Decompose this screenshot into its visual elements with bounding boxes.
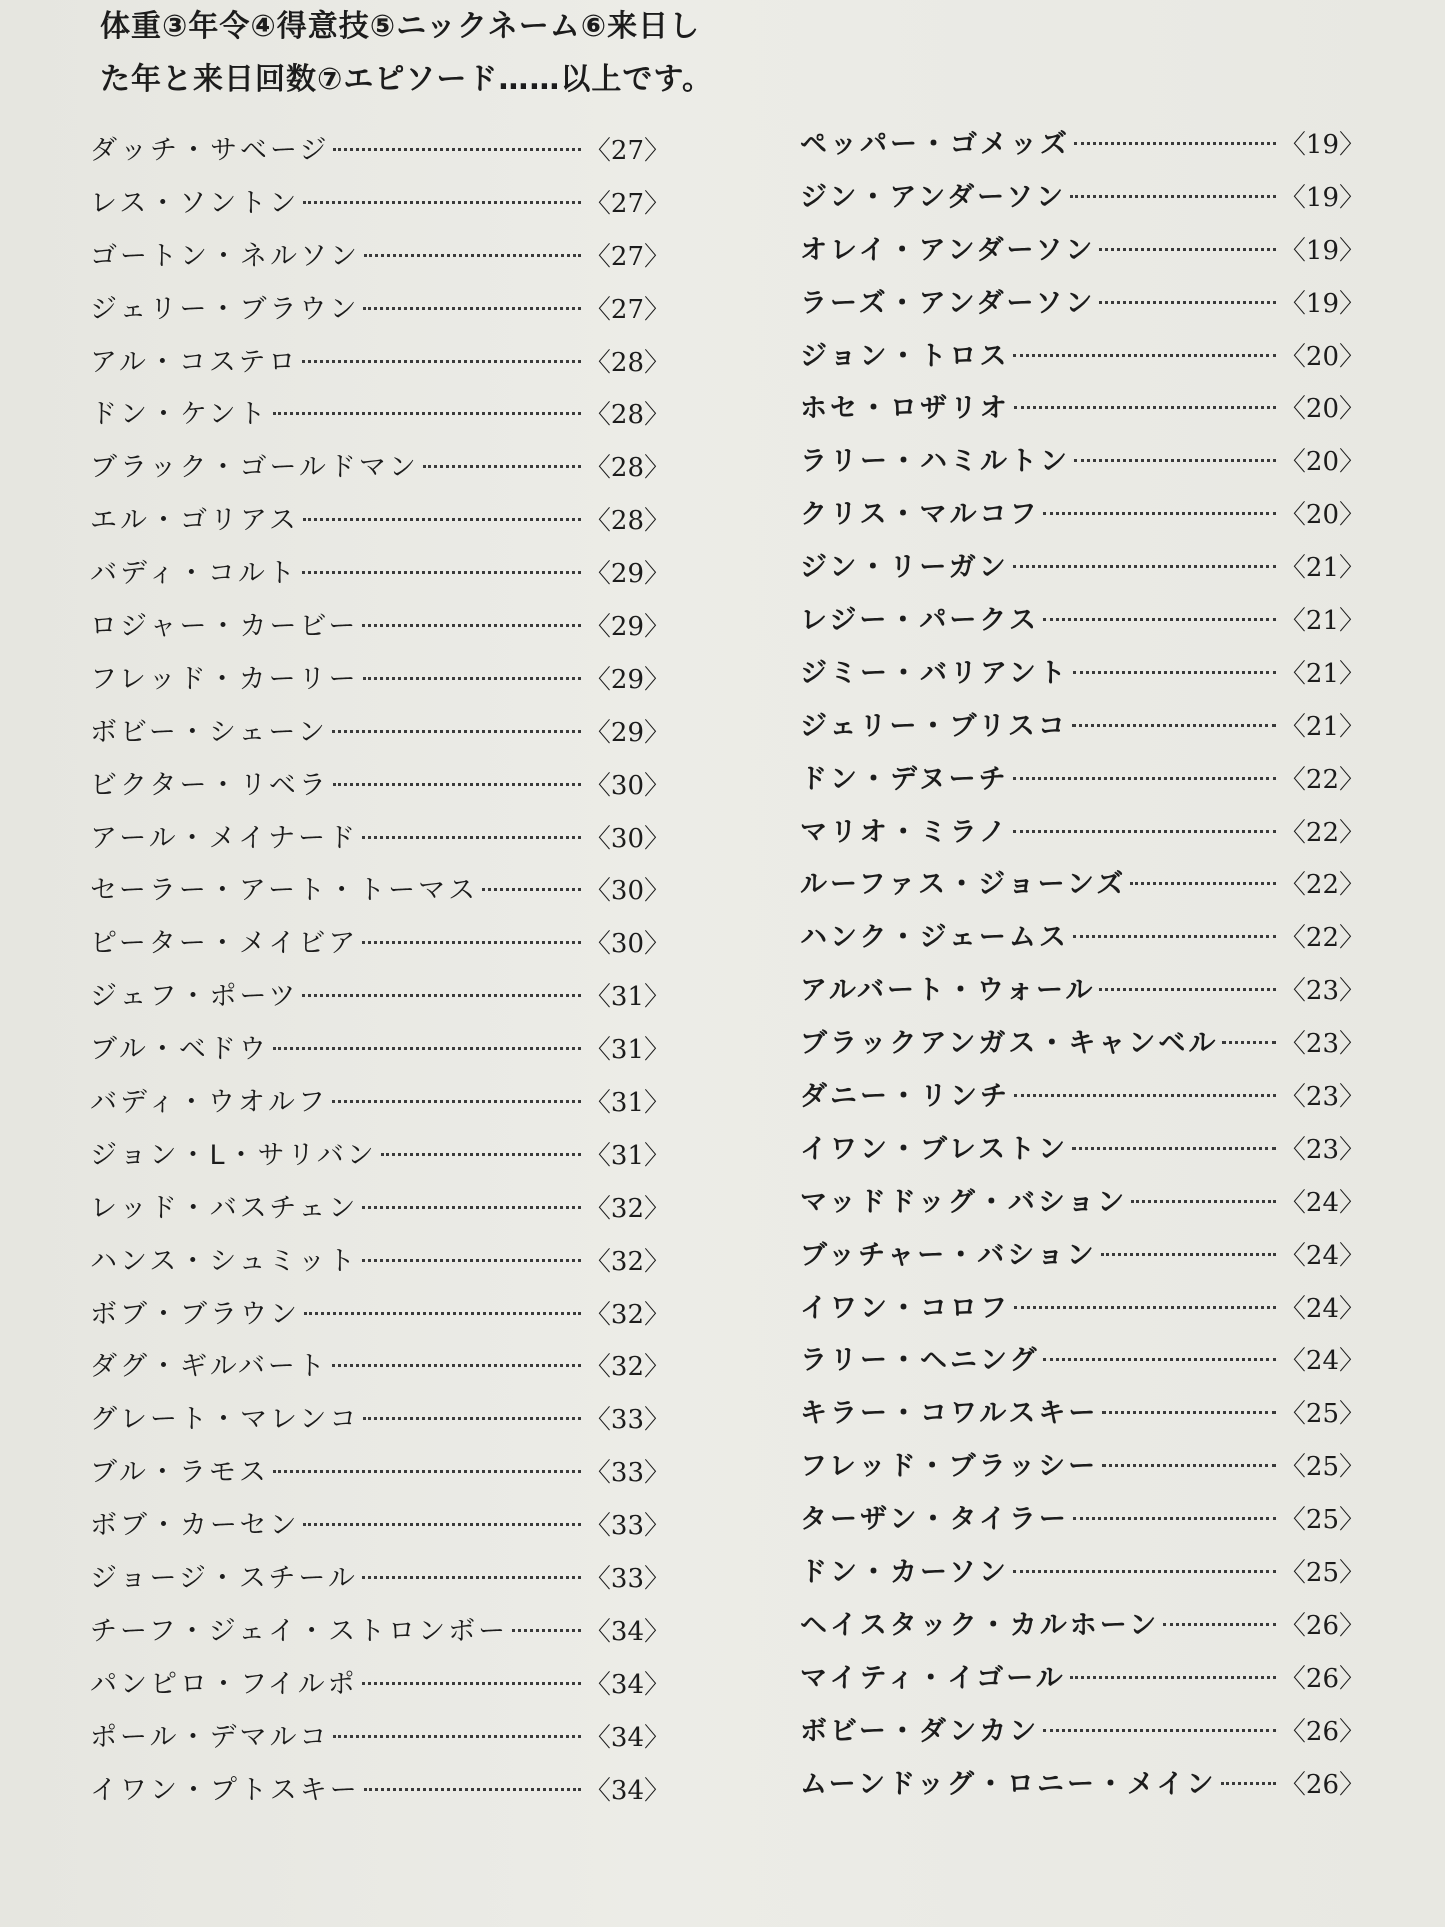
page-number: 〈27〉 bbox=[584, 136, 670, 166]
page-number: 〈28〉 bbox=[584, 400, 670, 431]
wrestler-name: ゴートン・ネルソン bbox=[90, 240, 360, 272]
wrestler-name: ブラック・ゴールドマン bbox=[90, 452, 419, 484]
wrestler-name: ヘイスタック・カルホーン bbox=[800, 1609, 1160, 1641]
wrestler-name: イワン・プトスキー bbox=[90, 1774, 360, 1806]
index-entry bbox=[90, 128, 670, 181]
index-entry bbox=[800, 651, 1365, 704]
dot-leader bbox=[1013, 1570, 1276, 1573]
index-entry bbox=[90, 763, 670, 816]
index-entry bbox=[90, 445, 670, 498]
dot-leader bbox=[1099, 248, 1275, 251]
dot-leader bbox=[381, 1153, 581, 1156]
page-number: 〈26〉 bbox=[1279, 1769, 1365, 1800]
index-entry bbox=[90, 657, 670, 710]
index-entry bbox=[800, 1074, 1365, 1127]
index-entry bbox=[90, 1080, 670, 1133]
page-number: 〈31〉 bbox=[584, 1140, 670, 1171]
index-entry bbox=[800, 386, 1365, 439]
wrestler-name: ボブ・ブラウン bbox=[90, 1298, 300, 1330]
index-entry bbox=[800, 1391, 1365, 1444]
page-number: 〈21〉 bbox=[1279, 658, 1365, 689]
dot-leader bbox=[1070, 195, 1276, 198]
dot-leader bbox=[303, 201, 581, 204]
index-entry bbox=[90, 181, 670, 234]
page-number: 〈26〉 bbox=[1279, 1716, 1365, 1747]
dot-leader bbox=[364, 254, 581, 257]
wrestler-name: ドン・カーソン bbox=[800, 1557, 1009, 1589]
page-number: 〈24〉 bbox=[1279, 1346, 1365, 1377]
dot-leader bbox=[1101, 1253, 1276, 1256]
dot-leader bbox=[333, 783, 581, 786]
index-entry bbox=[90, 1027, 670, 1080]
intro-line-1: 体重③年令④得意技⑤ニックネーム⑥来日し bbox=[100, 9, 701, 44]
right-index-column bbox=[800, 122, 1365, 1815]
index-entry bbox=[90, 1609, 670, 1662]
page-number: 〈22〉 bbox=[1279, 817, 1365, 848]
wrestler-name: レジー・パークス bbox=[800, 605, 1040, 637]
page-number: 〈22〉 bbox=[1279, 923, 1365, 954]
wrestler-name: ボビー・シェーン bbox=[90, 716, 328, 748]
index-entry bbox=[800, 1709, 1365, 1762]
dot-leader bbox=[1043, 1358, 1275, 1361]
wrestler-name: クリス・マルコフ bbox=[800, 499, 1040, 531]
index-entry bbox=[800, 281, 1365, 334]
index-entry bbox=[800, 968, 1365, 1021]
page-number: 〈30〉 bbox=[584, 929, 670, 960]
index-entry bbox=[800, 228, 1365, 281]
dot-leader bbox=[1073, 1517, 1276, 1520]
page-number: 〈32〉 bbox=[584, 1193, 670, 1224]
wrestler-name: バディ・コルト bbox=[90, 558, 298, 590]
dot-leader bbox=[1074, 459, 1276, 462]
index-entry bbox=[800, 598, 1365, 651]
dot-leader bbox=[1072, 1147, 1276, 1150]
wrestler-name: レッド・バスチェン bbox=[90, 1192, 359, 1224]
index-entry bbox=[90, 816, 670, 869]
index-entry bbox=[800, 810, 1365, 863]
dot-leader bbox=[333, 148, 580, 151]
dot-leader bbox=[1131, 1200, 1276, 1203]
page-number: 〈33〉 bbox=[584, 1564, 670, 1595]
page-number: 〈28〉 bbox=[584, 453, 670, 484]
wrestler-name: ムーンドッグ・ロニー・メイン bbox=[800, 1768, 1217, 1800]
page-number: 〈20〉 bbox=[1279, 500, 1365, 531]
wrestler-name: フレッド・カーリー bbox=[90, 663, 359, 695]
dot-leader bbox=[1073, 671, 1276, 674]
dot-leader bbox=[302, 360, 581, 363]
wrestler-name: ブラックアンガス・キャンベル bbox=[800, 1028, 1219, 1060]
wrestler-name: フレッド・ブラッシー bbox=[800, 1451, 1099, 1483]
page-number: 〈28〉 bbox=[584, 506, 670, 537]
index-entry bbox=[90, 1450, 670, 1503]
page-number: 〈34〉 bbox=[584, 1775, 670, 1806]
page-number: 〈32〉 bbox=[584, 1352, 670, 1383]
page-number: 〈26〉 bbox=[1279, 1610, 1365, 1641]
wrestler-name: ハンク・ジェームス bbox=[800, 922, 1069, 954]
dot-leader bbox=[363, 307, 580, 310]
wrestler-name: セーラー・アート・トーマス bbox=[90, 875, 479, 907]
wrestler-name: アール・メイナード bbox=[90, 822, 359, 854]
index-entry bbox=[800, 915, 1365, 968]
page-number: 〈23〉 bbox=[1279, 1029, 1365, 1060]
index-entry bbox=[800, 1127, 1365, 1180]
page-number: 〈29〉 bbox=[584, 559, 670, 590]
index-entry bbox=[90, 1186, 670, 1239]
page-number: 〈29〉 bbox=[584, 612, 670, 643]
wrestler-name: ラーズ・アンダーソン bbox=[800, 287, 1096, 319]
index-entry bbox=[800, 1444, 1365, 1497]
dot-leader bbox=[512, 1629, 581, 1632]
dot-leader bbox=[332, 730, 581, 733]
page-number: 〈27〉 bbox=[584, 294, 670, 325]
wrestler-name: ブッチャー・バション bbox=[800, 1239, 1097, 1271]
wrestler-name: ドン・デヌーチ bbox=[800, 763, 1009, 795]
index-entry bbox=[90, 1556, 670, 1609]
page-number: 〈22〉 bbox=[1279, 764, 1365, 795]
page-number: 〈29〉 bbox=[584, 664, 670, 695]
index-entry bbox=[800, 334, 1365, 387]
wrestler-name: マリオ・ミラノ bbox=[800, 816, 1009, 848]
page-number: 〈25〉 bbox=[1279, 1505, 1365, 1536]
index-entry bbox=[90, 392, 670, 445]
wrestler-name: イワン・ブレストン bbox=[800, 1133, 1069, 1165]
dot-leader bbox=[482, 888, 581, 891]
page-number: 〈25〉 bbox=[1279, 1399, 1365, 1430]
index-entry bbox=[800, 492, 1365, 545]
dot-leader bbox=[1014, 406, 1276, 409]
wrestler-name: ジョン・トロス bbox=[800, 340, 1010, 372]
page-number: 〈34〉 bbox=[584, 1669, 670, 1700]
dot-leader bbox=[1070, 1676, 1276, 1679]
wrestler-name: オレイ・アンダーソン bbox=[800, 234, 1096, 266]
wrestler-name: アルバート・ウォール bbox=[800, 975, 1096, 1007]
wrestler-name: ロジャー・カービー bbox=[90, 611, 359, 643]
index-entry bbox=[800, 1180, 1365, 1233]
index-entry bbox=[800, 1550, 1365, 1603]
dot-leader bbox=[1130, 882, 1276, 885]
page-number: 〈19〉 bbox=[1279, 130, 1365, 160]
dot-leader bbox=[1013, 830, 1276, 833]
page-number: 〈25〉 bbox=[1279, 1558, 1365, 1589]
page-number: 〈33〉 bbox=[584, 1511, 670, 1542]
page-number: 〈21〉 bbox=[1279, 553, 1365, 584]
index-entry bbox=[90, 868, 670, 921]
index-entry bbox=[800, 862, 1365, 915]
index-entry bbox=[800, 1021, 1365, 1074]
wrestler-name: ジョージ・スチール bbox=[90, 1563, 358, 1595]
index-entry bbox=[90, 1768, 670, 1821]
page-number: 〈30〉 bbox=[584, 770, 670, 801]
page-number: 〈21〉 bbox=[1279, 711, 1365, 742]
dot-leader bbox=[303, 518, 581, 521]
wrestler-name: ダッチ・サベージ bbox=[90, 135, 330, 166]
index-entry bbox=[90, 1344, 670, 1397]
page-number: 〈24〉 bbox=[1279, 1293, 1365, 1324]
wrestler-name: ジン・リーガン bbox=[800, 552, 1009, 584]
dot-leader bbox=[1013, 777, 1276, 780]
page-number: 〈22〉 bbox=[1279, 870, 1365, 901]
index-entry bbox=[90, 1239, 670, 1292]
dot-leader bbox=[1013, 565, 1276, 568]
index-entry bbox=[800, 1497, 1365, 1550]
wrestler-name: ブル・ラモス bbox=[90, 1457, 269, 1489]
wrestler-name: ラリー・ヘニング bbox=[800, 1345, 1040, 1377]
index-entry bbox=[800, 439, 1365, 492]
index-entry bbox=[800, 704, 1365, 757]
index-entry bbox=[800, 757, 1365, 810]
dot-leader bbox=[364, 1788, 581, 1791]
index-entry bbox=[90, 1133, 670, 1186]
wrestler-name: ジン・アンダーソン bbox=[800, 181, 1067, 213]
page-number: 〈20〉 bbox=[1279, 447, 1365, 478]
page-number: 〈34〉 bbox=[584, 1722, 670, 1753]
wrestler-name: マイティ・イゴール bbox=[800, 1662, 1066, 1694]
wrestler-name: チーフ・ジェイ・ストロンボー bbox=[90, 1615, 509, 1647]
index-entry bbox=[90, 710, 670, 763]
wrestler-name: パンピロ・フイルポ bbox=[90, 1668, 358, 1700]
wrestler-name: ブル・ベドウ bbox=[90, 1034, 269, 1066]
dot-leader bbox=[273, 1047, 581, 1050]
page-number: 〈19〉 bbox=[1279, 182, 1365, 213]
dot-leader bbox=[333, 1735, 580, 1738]
page-number: 〈26〉 bbox=[1279, 1663, 1365, 1694]
wrestler-name: ジェリー・ブラウン bbox=[90, 293, 360, 325]
dot-leader bbox=[1221, 1782, 1276, 1785]
page-number: 〈27〉 bbox=[584, 188, 670, 219]
dot-leader bbox=[362, 1576, 581, 1579]
dot-leader bbox=[1013, 354, 1275, 357]
intro-line-2: た年と来日回数⑦エピソード……以上です。 bbox=[100, 62, 713, 97]
page-number: 〈27〉 bbox=[584, 241, 670, 272]
wrestler-name: ルーファス・ジョーンズ bbox=[800, 869, 1127, 901]
page-number: 〈21〉 bbox=[1279, 606, 1365, 637]
dot-leader bbox=[1072, 724, 1276, 727]
dot-leader bbox=[363, 1417, 581, 1420]
page-number: 〈20〉 bbox=[1279, 394, 1365, 425]
wrestler-name: ターザン・タイラー bbox=[800, 1504, 1069, 1536]
wrestler-name: エル・ゴリアス bbox=[90, 505, 299, 537]
dot-leader bbox=[1099, 301, 1275, 304]
dot-leader bbox=[362, 1682, 581, 1685]
wrestler-name: ジェフ・ポーツ bbox=[90, 981, 299, 1013]
wrestler-name: ジミー・バリアント bbox=[800, 657, 1069, 689]
index-entry bbox=[800, 1286, 1365, 1339]
dot-leader bbox=[362, 1259, 581, 1262]
wrestler-name: ラリー・ハミルトン bbox=[800, 446, 1070, 478]
index-entry bbox=[800, 1656, 1365, 1709]
index-entry bbox=[90, 1715, 670, 1768]
index-entry bbox=[90, 498, 670, 551]
dot-leader bbox=[1222, 1041, 1276, 1044]
dot-leader bbox=[362, 624, 581, 627]
dot-leader bbox=[1043, 618, 1276, 621]
dot-leader bbox=[1014, 1094, 1276, 1097]
page-number: 〈30〉 bbox=[584, 876, 670, 907]
index-entry bbox=[90, 1397, 670, 1450]
wrestler-name: ボブ・カーセン bbox=[90, 1510, 300, 1542]
dot-leader bbox=[332, 1364, 581, 1367]
wrestler-name: グレート・マレンコ bbox=[90, 1404, 360, 1436]
wrestler-name: ポール・デマルコ bbox=[90, 1721, 330, 1753]
dot-leader bbox=[303, 1523, 580, 1526]
page-number: 〈23〉 bbox=[1279, 1134, 1365, 1165]
index-entry bbox=[800, 545, 1365, 598]
dot-leader bbox=[1073, 935, 1276, 938]
dot-leader bbox=[302, 571, 581, 574]
index-entry bbox=[800, 175, 1365, 228]
dot-leader bbox=[1043, 1729, 1276, 1732]
wrestler-name: ハンス・シュミット bbox=[90, 1245, 359, 1277]
dot-leader bbox=[302, 994, 581, 997]
dot-leader bbox=[273, 1470, 581, 1473]
wrestler-name: ジョン・L・サリバン bbox=[90, 1139, 377, 1171]
left-index-column bbox=[90, 128, 670, 1821]
dot-leader bbox=[1163, 1623, 1276, 1626]
index-entry bbox=[800, 1338, 1365, 1391]
wrestler-name: ピーター・メイビア bbox=[90, 928, 359, 960]
index-entry bbox=[90, 551, 670, 604]
wrestler-name: ジェリー・ブリスコ bbox=[800, 710, 1068, 742]
dot-leader bbox=[1102, 1464, 1276, 1467]
dot-leader bbox=[362, 836, 581, 839]
dot-leader bbox=[1014, 1306, 1276, 1309]
index-entry bbox=[90, 1503, 670, 1556]
index-entry bbox=[90, 604, 670, 657]
dot-leader bbox=[332, 1100, 581, 1103]
wrestler-name: イワン・コロフ bbox=[800, 1292, 1010, 1324]
wrestler-name: アル・コステロ bbox=[90, 346, 299, 378]
page-number: 〈20〉 bbox=[1279, 341, 1365, 372]
wrestler-name: バディ・ウオルフ bbox=[90, 1087, 328, 1119]
wrestler-name: ボビー・ダンカン bbox=[800, 1715, 1040, 1747]
index-entry bbox=[800, 1233, 1365, 1286]
page-number: 〈23〉 bbox=[1279, 1082, 1365, 1113]
wrestler-name: キラー・コワルスキー bbox=[800, 1398, 1099, 1430]
page-number: 〈31〉 bbox=[584, 1035, 670, 1066]
page-number: 〈31〉 bbox=[584, 1088, 670, 1119]
wrestler-name: ダグ・ギルバート bbox=[90, 1351, 328, 1383]
index-entry bbox=[90, 1662, 670, 1715]
page-number: 〈19〉 bbox=[1279, 235, 1365, 266]
index-entry bbox=[90, 1292, 670, 1345]
wrestler-name: レス・ソントン bbox=[90, 187, 300, 219]
dot-leader bbox=[304, 1312, 581, 1315]
page-number: 〈28〉 bbox=[584, 347, 670, 378]
dot-leader bbox=[362, 941, 581, 944]
index-entry bbox=[90, 974, 670, 1027]
index-entry bbox=[800, 1603, 1365, 1656]
wrestler-name: ビクター・リベラ bbox=[90, 769, 329, 801]
page-number: 〈32〉 bbox=[584, 1246, 670, 1277]
page-number: 〈23〉 bbox=[1279, 976, 1365, 1007]
index-entry bbox=[90, 234, 670, 287]
wrestler-name: ペッパー・ゴメッズ bbox=[800, 129, 1070, 160]
intro-text bbox=[100, 0, 860, 106]
dot-leader bbox=[1099, 988, 1275, 991]
index-entry bbox=[90, 340, 670, 393]
page-number: 〈25〉 bbox=[1279, 1452, 1365, 1483]
page-number: 〈24〉 bbox=[1279, 1240, 1365, 1271]
page-number: 〈29〉 bbox=[584, 717, 670, 748]
dot-leader bbox=[363, 677, 581, 680]
index-entry bbox=[90, 287, 670, 340]
index-entry bbox=[800, 122, 1365, 175]
page-number: 〈30〉 bbox=[584, 823, 670, 854]
dot-leader bbox=[1074, 142, 1276, 145]
page-number: 〈19〉 bbox=[1279, 288, 1365, 319]
page-number: 〈32〉 bbox=[584, 1299, 670, 1330]
index-entry bbox=[800, 1762, 1365, 1815]
wrestler-name: ダニー・リンチ bbox=[800, 1081, 1010, 1113]
wrestler-name: ドン・ケント bbox=[90, 399, 269, 431]
dot-leader bbox=[362, 1206, 581, 1209]
page-number: 〈33〉 bbox=[584, 1458, 670, 1489]
wrestler-name: マッドドッグ・バション bbox=[800, 1186, 1128, 1218]
wrestler-name: ホセ・ロザリオ bbox=[800, 393, 1010, 425]
dot-leader bbox=[1102, 1411, 1276, 1414]
page-number: 〈34〉 bbox=[584, 1616, 670, 1647]
page-number: 〈31〉 bbox=[584, 982, 670, 1013]
page-number: 〈24〉 bbox=[1279, 1187, 1365, 1218]
dot-leader bbox=[273, 412, 581, 415]
dot-leader bbox=[1043, 512, 1275, 515]
index-entry bbox=[90, 921, 670, 974]
page-number: 〈33〉 bbox=[584, 1405, 670, 1436]
dot-leader bbox=[423, 465, 581, 468]
